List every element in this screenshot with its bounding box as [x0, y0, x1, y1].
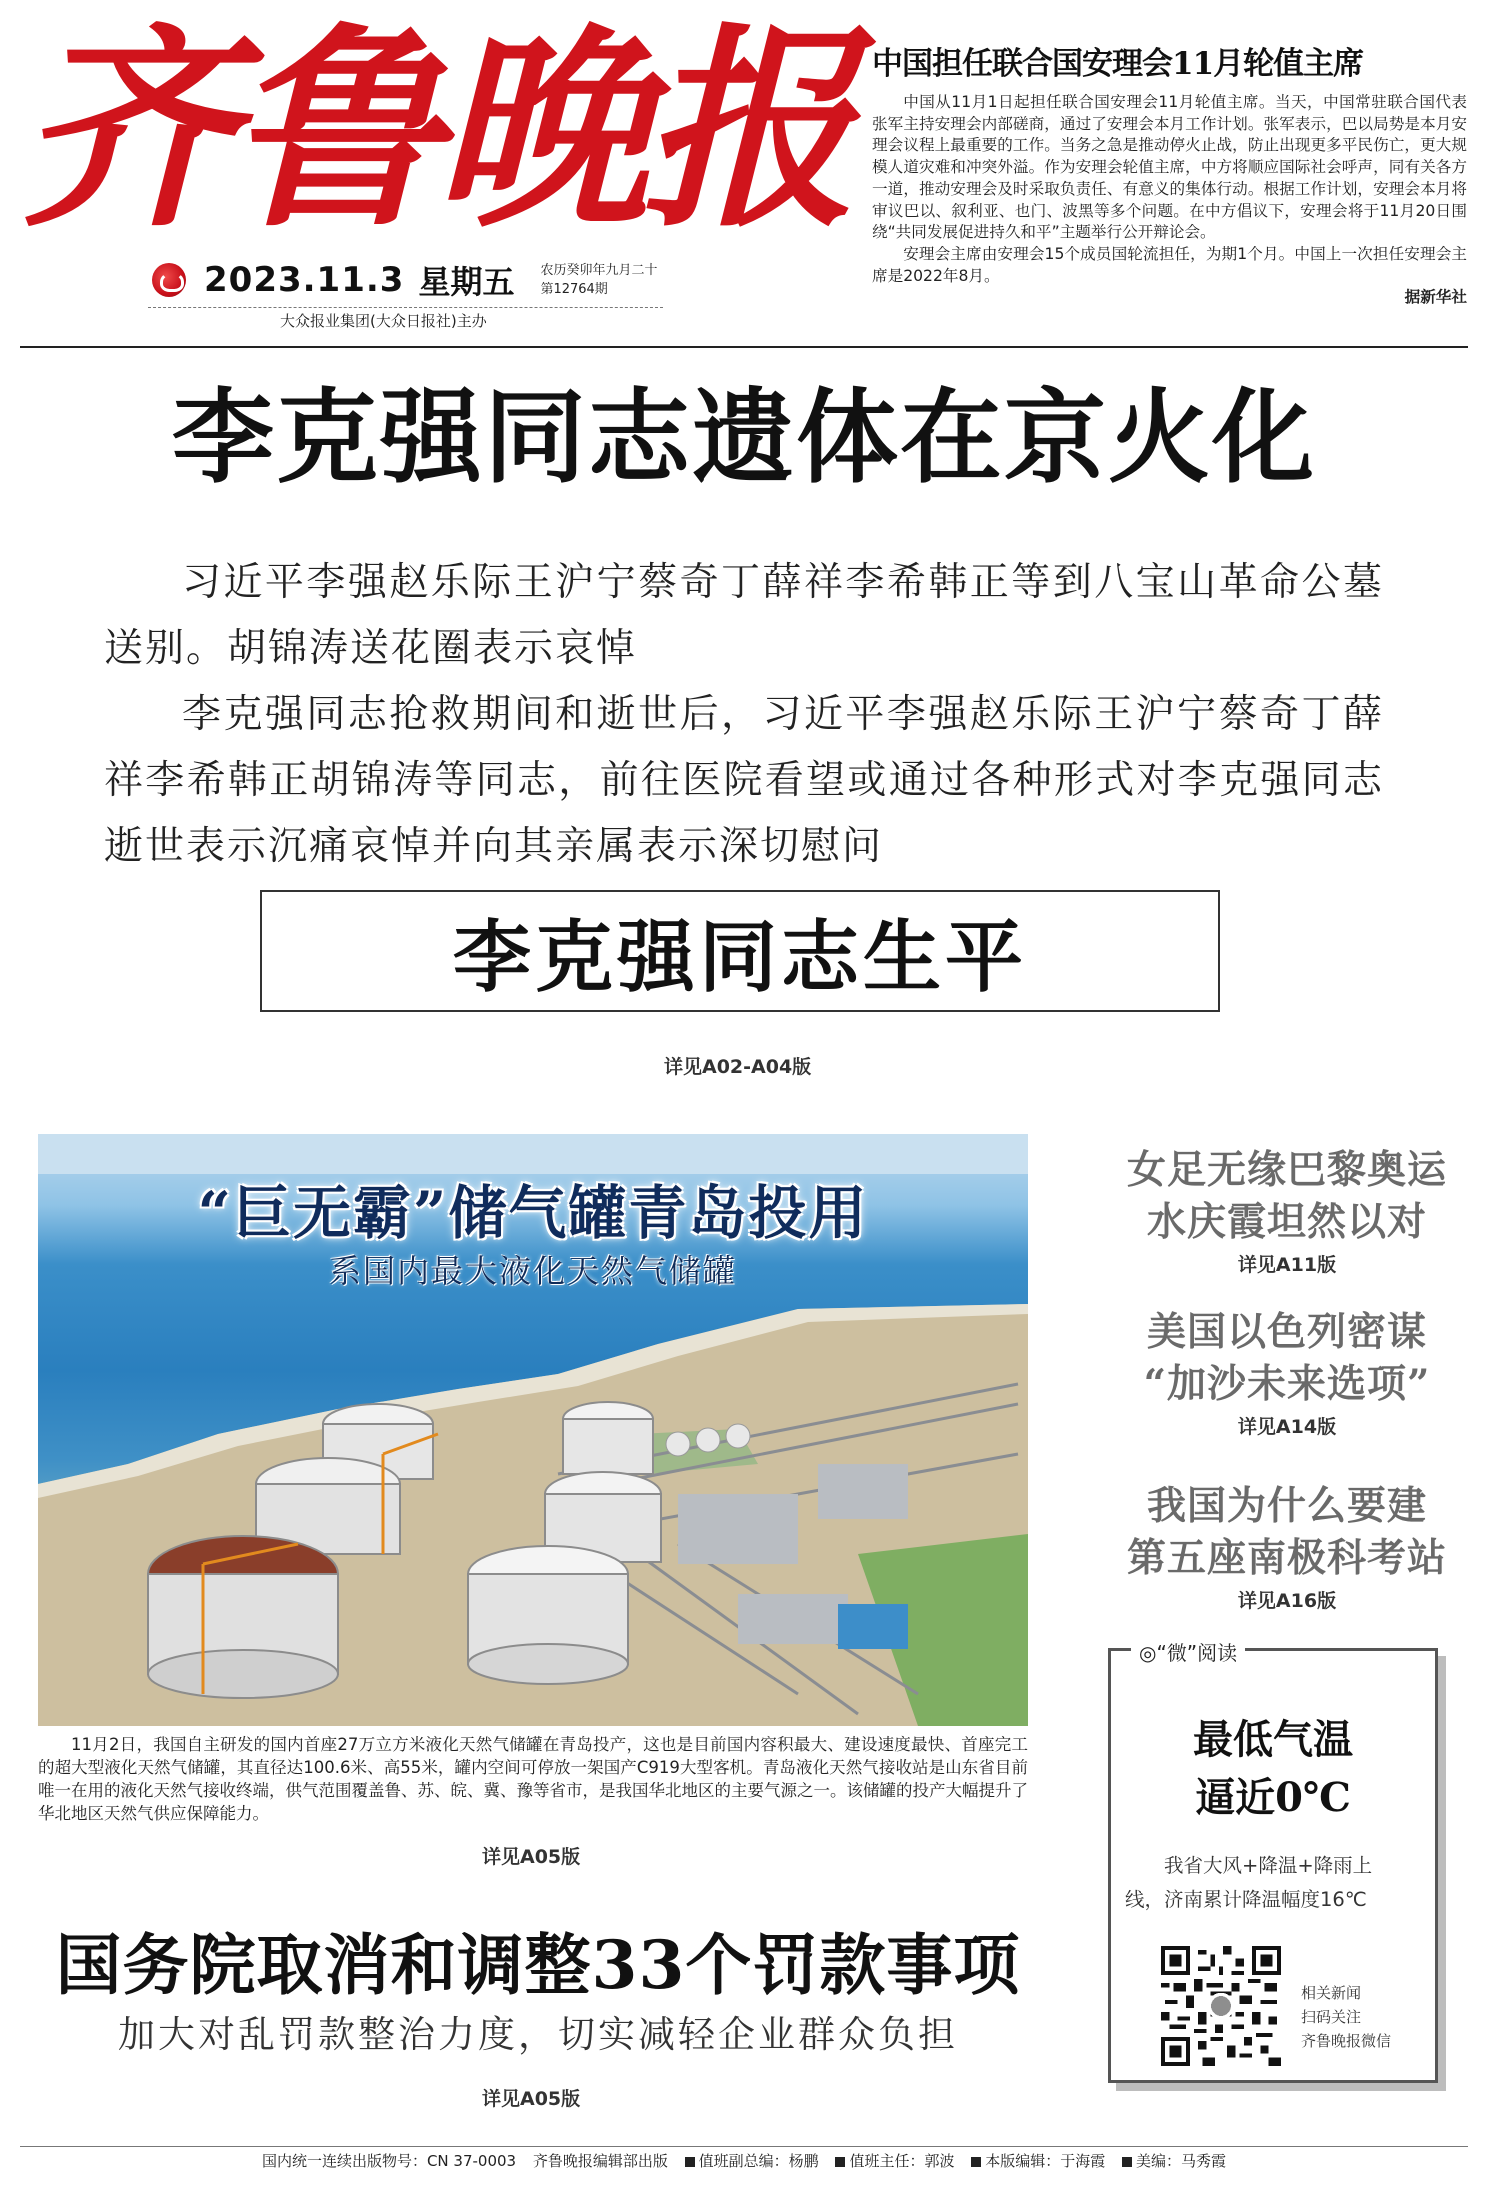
lead-sub-paragraph: 习近平李强赵乐际王沪宁蔡奇丁薛祥李希韩正等到八宝山革命公墓送别。胡锦涛送花圈表示哀悼 — [104, 560, 1384, 671]
lead-sub-paragraph: 李克强同志抢救期间和逝世后，习近平李强赵乐际王沪宁蔡奇丁薛祥李希韩正胡锦涛等同志，前往医院看望或通过各种形式对李克强同志逝世表示沉痛哀悼并向其亲属表示深切慰问 — [104, 692, 1384, 869]
footer-dept: 齐鲁晚报编辑部出版 — [532, 2152, 668, 2170]
teaser-see-page: 详见A16版 — [1237, 1590, 1337, 1612]
date-row — [152, 258, 657, 302]
teaser-line: 第五座南极科考站 — [1126, 1535, 1447, 1581]
wechat-desc-line: 我省大风+降温+降雨上 — [1164, 1854, 1373, 1877]
issue-date: 2023.11.3 — [204, 260, 405, 300]
bottom-headline[interactable]: 国务院取消和调整33个罚款事项 — [55, 1926, 1021, 2004]
teaser-gaza[interactable] — [1102, 1306, 1472, 1439]
qr-note-line: 齐鲁晚报微信 — [1301, 2032, 1392, 2050]
newspaper-seal-icon — [152, 263, 186, 297]
teaser-womens-football[interactable] — [1102, 1144, 1472, 1277]
bottom-see-page: 详见A05版 — [482, 2088, 581, 2110]
lunar-date: 农历癸卯年九月二十 — [540, 263, 658, 278]
bullet-square-icon — [835, 2157, 845, 2167]
footer — [20, 2150, 1468, 2171]
bullet-square-icon — [685, 2157, 695, 2167]
masthead-divider — [20, 346, 1468, 348]
wechat-description — [1125, 1849, 1425, 1917]
lead-headline[interactable]: 李克强同志遗体在京火化 — [172, 378, 1316, 498]
publisher-line: 大众报业集团(大众日报社)主办 — [280, 312, 487, 330]
teaser-line: 女足无缘巴黎奥运 — [1126, 1147, 1447, 1193]
footer-art-editor: 美编：马秀霞 — [1122, 2152, 1226, 2170]
wechat-title-line: 逼近0℃ — [1195, 1774, 1351, 1821]
teaser-line: “加沙未来选项” — [1143, 1361, 1431, 1407]
lead-see-page: 详见A02-A04版 — [664, 1056, 812, 1078]
photo-caption-text: 11月2日，我国自主研发的国内首座27万立方米液化天然气储罐在青岛投产，这也是目前国内容积最大、建设速度最快、首座完工的超大型液化天然气储罐，其直径达100.6米、高55米，罐内空间可停放一架国产C919大型客机。青岛液化天然气接收站是山东省目前唯一在用的液化天然气接收终端，供气范围覆盖鲁、苏、皖、冀、豫等省市，是我国华北地区的主要气源之一。该储罐的投产大幅提升了华北地区天然气供应保障能力。 — [38, 1735, 1028, 1823]
top-right-source: 据新华社 — [1404, 288, 1467, 307]
footer-cn-number: 国内统一连续出版物号：CN 37-0003 — [261, 2152, 517, 2170]
teaser-line: 美国以色列密谋 — [1146, 1309, 1427, 1355]
top-right-article — [872, 92, 1467, 309]
footer-duty-director: 值班主任：郭波 — [835, 2152, 954, 2170]
qr-code-icon[interactable] — [1161, 1946, 1281, 2066]
issue-number: 第12764期 — [540, 282, 608, 297]
biography-box[interactable] — [260, 890, 1220, 1012]
teaser-antarctic-station[interactable] — [1102, 1480, 1472, 1613]
wechat-reading-box — [1108, 1641, 1438, 2083]
wechat-title-line: 最低气温 — [1193, 1716, 1353, 1763]
bullet-square-icon — [971, 2157, 981, 2167]
lunar-issue-block — [540, 261, 657, 299]
top-right-paragraph: 安理会主席由安理会15个成员国轮流担任，为期1个月。中国上一次担任安理会主席是2022年8月。 — [872, 244, 1467, 285]
qr-note-line: 相关新闻 — [1301, 1984, 1362, 2002]
teaser-see-page: 详见A11版 — [1237, 1254, 1337, 1276]
photo-title: “巨无霸”储气罐青岛投用 — [197, 1179, 869, 1247]
lead-subheadline — [104, 550, 1384, 880]
footer-page-editor: 本版编辑：于海霞 — [971, 2152, 1105, 2170]
top-right-headline[interactable]: 中国担任联合国安理会11月轮值主席 — [872, 46, 1364, 82]
photo-subtitle: 系国内最大液化天然气储罐 — [328, 1252, 737, 1290]
qr-note-line: 扫码关注 — [1301, 2008, 1362, 2026]
wechat-header: ◎“微”阅读 — [1131, 1637, 1245, 1666]
bottom-subheadline: 加大对乱罚款整治力度，切实减轻企业群众负担 — [118, 2013, 958, 2056]
photo-see-page: 详见A05版 — [482, 1846, 581, 1868]
qr-note — [1301, 1981, 1391, 2053]
teaser-see-page: 详见A14版 — [1237, 1416, 1337, 1438]
footer-divider — [20, 2146, 1468, 2147]
masthead-logo: 齐鲁晚报 — [20, 3, 848, 256]
top-right-paragraph: 中国从11月1日起担任联合国安理会11月轮值主席。当天，中国常驻联合国代表张军主持安理会内部磋商，通过了安理会本月工作计划。张军表示，巴以局势是本月安理会议程上最重要的工作。当务之急是推动停火止战，防止出现更多平民伤亡，更大规模人道灾难和冲突外溢。作为安理会轮值主席，中方将顺应国际社会呼声，同有关各方一道，推动安理会及时采取负责任、有意义的集体行动。根据工作计划，安理会本月将审议巴以、叙利亚、也门、波黑等多个问题。在中方倡议下，安理会将于11月20日围绕“共同发展促进持久和平”主题举行公开辩论会。 — [872, 93, 1467, 242]
teaser-line: 我国为什么要建 — [1146, 1483, 1427, 1529]
teaser-line: 水庆霞坦然以对 — [1146, 1199, 1427, 1245]
footer-duty-editor: 值班副总编：杨鹏 — [685, 2152, 819, 2170]
date-divider — [148, 307, 663, 308]
wechat-title[interactable] — [1111, 1711, 1435, 1827]
biography-title: 李克强同志生平 — [452, 912, 1027, 1003]
bullet-square-icon — [1122, 2157, 1132, 2167]
lng-tank-photo[interactable] — [38, 1134, 1028, 1726]
photo-caption — [38, 1733, 1028, 1825]
wechat-desc-line: 线，济南累计降温幅度16℃ — [1125, 1888, 1367, 1911]
issue-weekday: 星期五 — [418, 263, 515, 301]
